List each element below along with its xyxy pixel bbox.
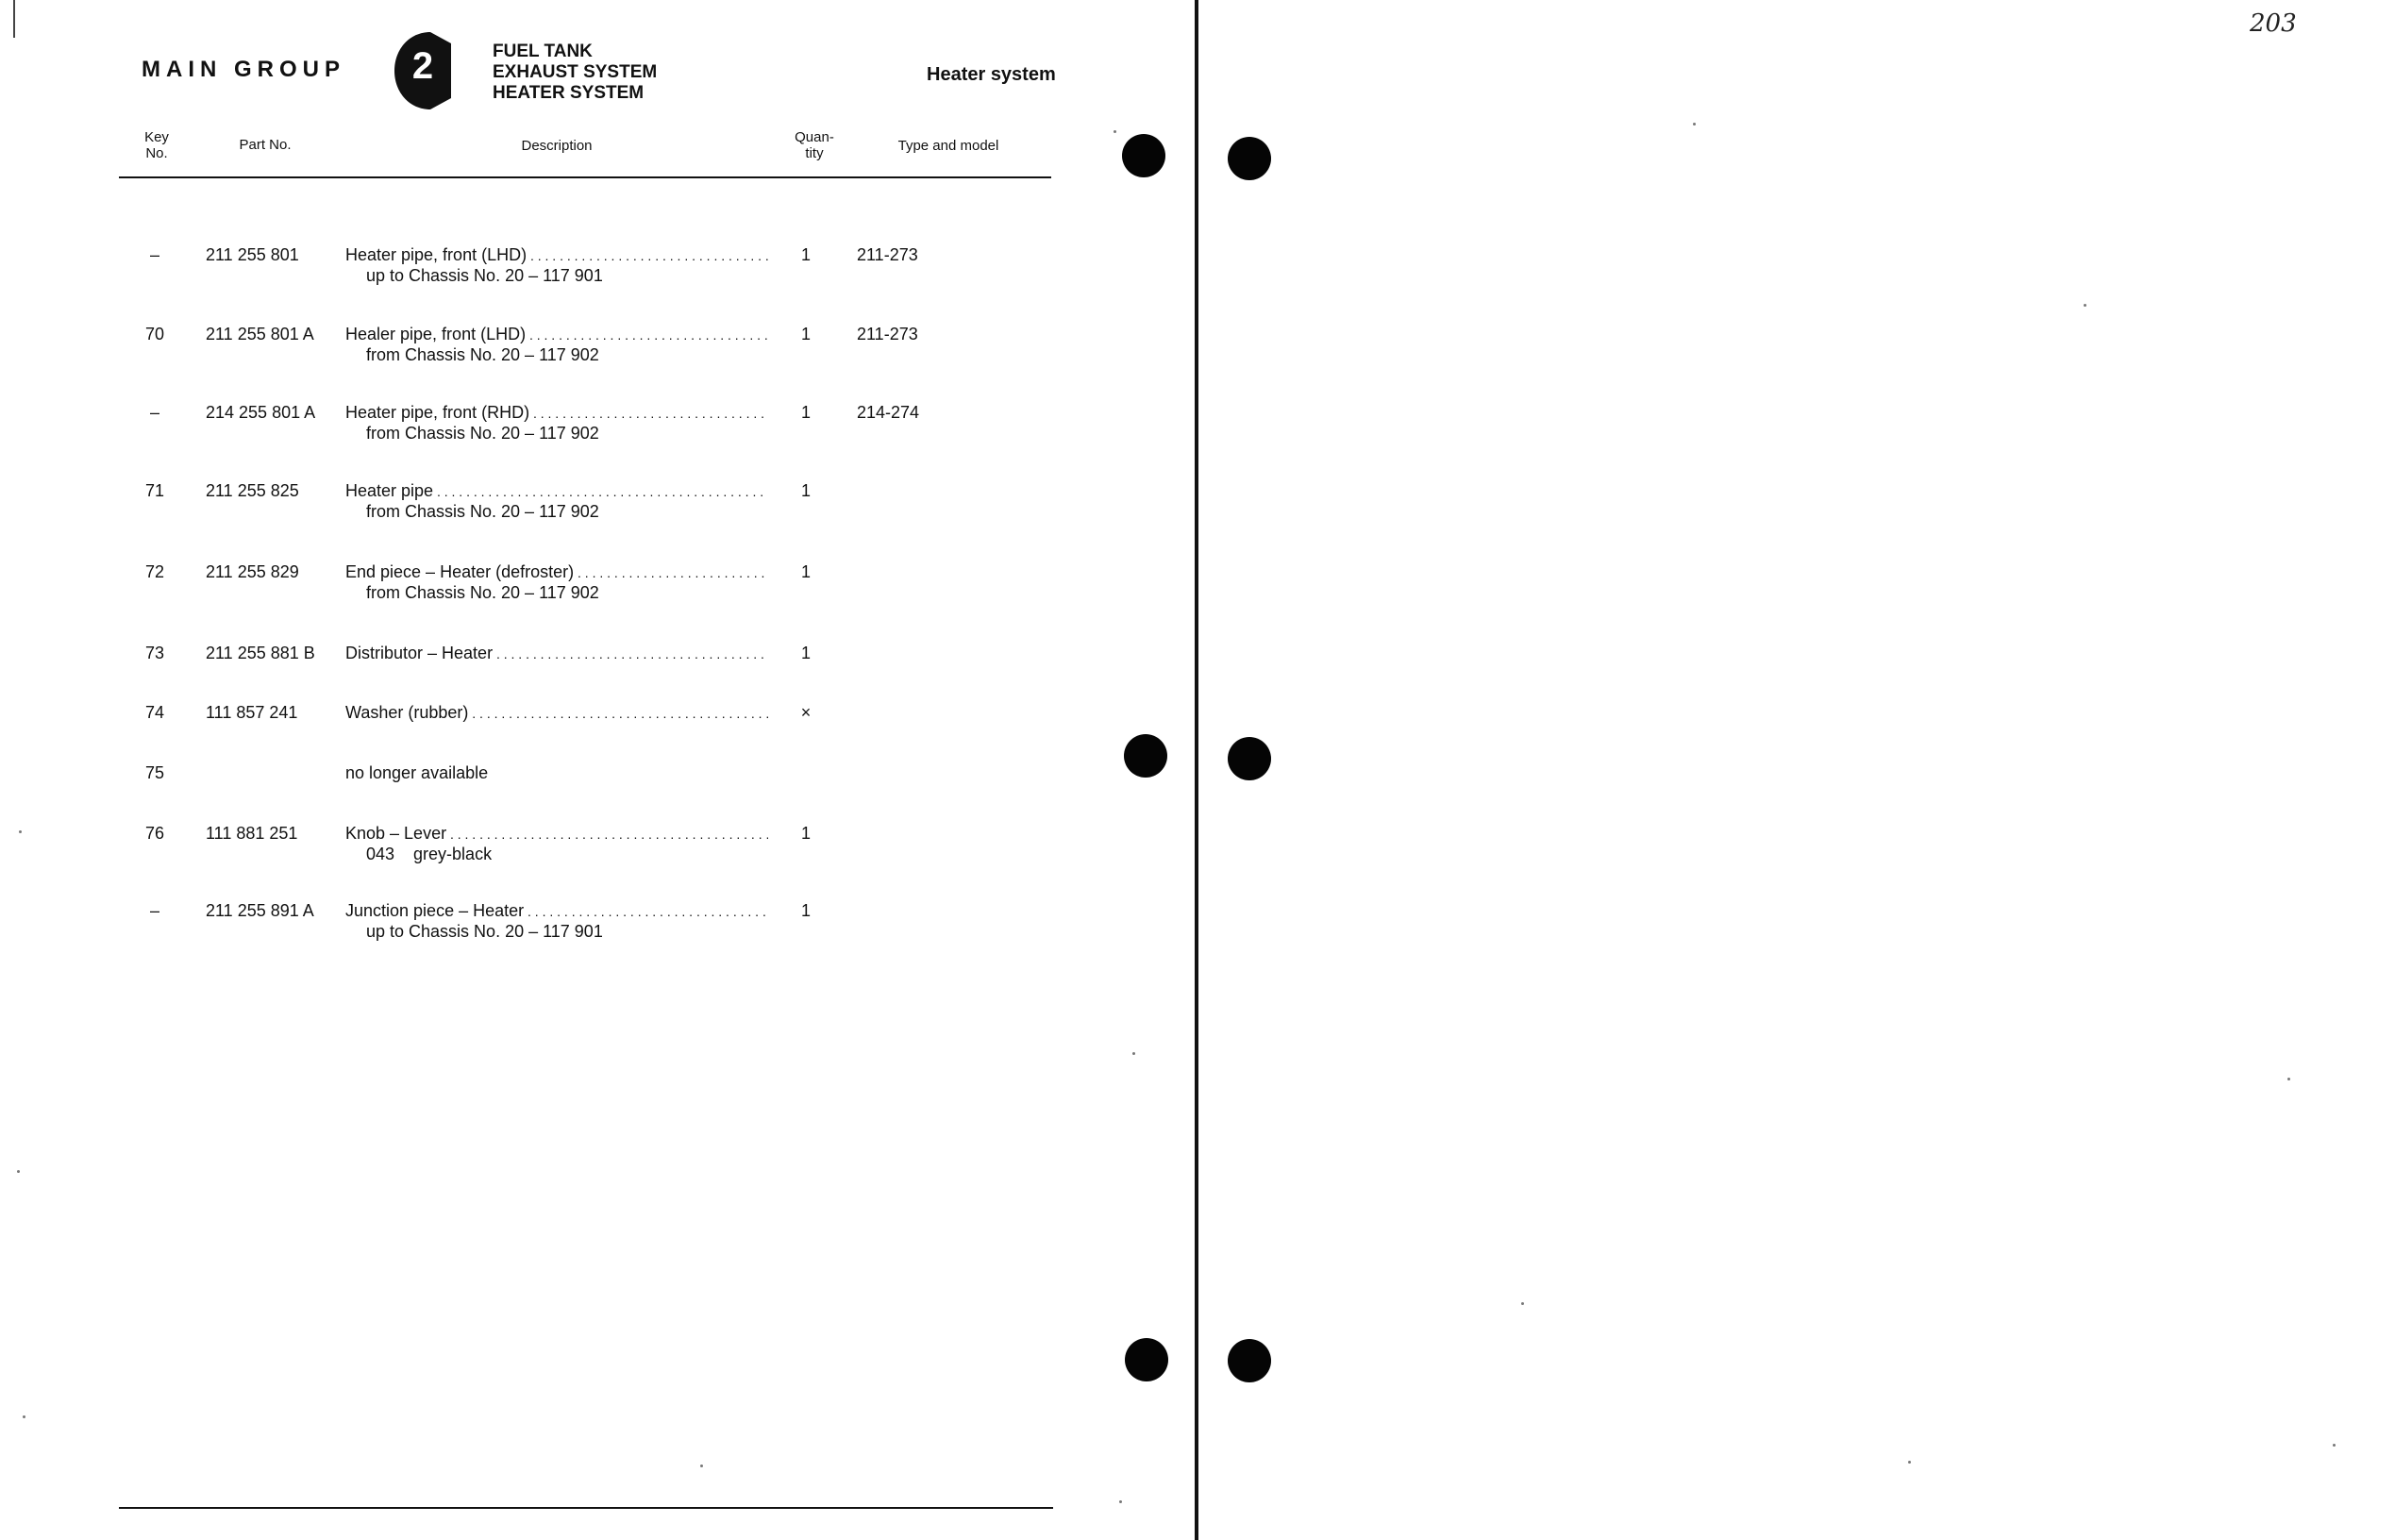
column-header-quantity: Quan- tity [795, 129, 834, 161]
key-no-cell: – [149, 245, 159, 264]
key-no-cell: 76 [144, 824, 165, 843]
binder-hole [1125, 1338, 1168, 1381]
scan-speck [700, 1465, 703, 1467]
scan-speck [23, 1415, 25, 1418]
scan-speck [1119, 1500, 1122, 1503]
part-no-cell: 211 255 825 [206, 481, 299, 500]
part-no-cell: 211 255 829 [206, 562, 299, 581]
scan-speck [2287, 1078, 2290, 1080]
part-no-cell: 211 255 881 B [206, 644, 315, 662]
description-cell: Junction piece – Heater . . . [345, 900, 768, 922]
description-cell: Distributor – Heater . . . [345, 643, 768, 664]
description-note: up to Chassis No. 20 – 117 901 [366, 922, 603, 941]
binder-hole [1122, 134, 1165, 177]
description-cell: Healer pipe, front (LHD) . . . [345, 324, 768, 345]
column-header-part-no: Part No. [239, 137, 292, 153]
description-cell: Heater pipe, front (LHD) . . . [345, 244, 768, 266]
quantity-cell: 1 [800, 403, 811, 422]
description-cell: no longer available [345, 763, 489, 782]
binder-hole [1228, 137, 1271, 180]
description-note: up to Chassis No. 20 – 117 901 [366, 266, 603, 285]
description-note: from Chassis No. 20 – 117 902 [366, 583, 599, 602]
part-no-cell: 211 255 891 A [206, 901, 314, 920]
scan-speck [1521, 1302, 1524, 1305]
quantity-cell: × [800, 703, 812, 722]
key-no-cell: 73 [144, 644, 165, 662]
quantity-cell: 1 [800, 245, 811, 264]
type-model-cell: 211-273 [857, 325, 918, 343]
quantity-cell: 1 [800, 481, 811, 500]
group-number-badge [393, 30, 453, 111]
description-cell: Heater pipe, front (RHD) . . . [345, 402, 768, 424]
description-cell: Heater pipe . . . [345, 480, 768, 502]
binder-hole [1228, 737, 1271, 780]
page-divider [1195, 0, 1198, 1540]
quantity-cell: 1 [800, 824, 811, 843]
description-note: 043 grey-black [366, 845, 493, 863]
part-no-cell: 211 255 801 A [206, 325, 314, 343]
group-title-line: EXHAUST SYSTEM [493, 62, 658, 82]
key-no-cell: 75 [144, 763, 165, 782]
description-cell: Knob – Lever . . . [345, 823, 768, 845]
section-title: Heater system [927, 64, 1056, 85]
binder-hole [1228, 1339, 1271, 1382]
group-titles [493, 42, 657, 104]
part-no-cell: 211 255 801 [206, 245, 299, 264]
scan-speck [19, 830, 22, 833]
description-cell: End piece – Heater (defroster) . . . [345, 561, 768, 583]
key-no-cell: 74 [144, 703, 165, 722]
right-page [1200, 0, 2395, 1540]
group-title-line: HEATER SYSTEM [493, 83, 645, 103]
left-page [0, 0, 1197, 1540]
group-number: 2 [411, 45, 434, 87]
key-no-cell: – [149, 403, 159, 422]
description-note: from Chassis No. 20 – 117 902 [366, 345, 599, 364]
key-no-cell: 70 [144, 325, 165, 343]
binder-hole [1124, 734, 1167, 778]
scan-speck [17, 1170, 20, 1173]
quantity-cell: 1 [800, 644, 811, 662]
description-note: from Chassis No. 20 – 117 902 [366, 502, 599, 521]
group-title-line: FUEL TANK [493, 42, 593, 61]
quantity-cell: 1 [800, 901, 811, 920]
scan-speck [1114, 130, 1116, 133]
description-cell: Washer (rubber) . . . [345, 702, 768, 724]
header-rule [119, 176, 1051, 178]
scan-speck [1693, 123, 1696, 126]
part-no-cell: 111 881 251 [206, 824, 298, 843]
part-no-cell: 214 255 801 A [206, 403, 316, 422]
handwritten-page-number: 203 [2250, 9, 2297, 38]
main-group-label: MAIN GROUP [142, 57, 345, 82]
column-header-description: Description [521, 138, 593, 154]
column-header-key-no: Key No. [144, 129, 169, 161]
scan-edge-mark [13, 0, 15, 38]
quantity-cell: 1 [800, 562, 811, 581]
key-no-cell: 72 [144, 562, 165, 581]
scan-speck [1132, 1052, 1135, 1055]
type-model-cell: 214-274 [857, 403, 920, 422]
key-no-cell: – [149, 901, 159, 920]
key-no-cell: 71 [144, 481, 165, 500]
footer-rule [119, 1507, 1053, 1509]
quantity-cell: 1 [800, 325, 811, 343]
part-no-cell: 111 857 241 [206, 703, 298, 722]
type-model-cell: 211-273 [857, 245, 918, 264]
description-note: from Chassis No. 20 – 117 902 [366, 424, 599, 443]
scan-speck [2084, 304, 2086, 307]
scan-speck [2333, 1444, 2336, 1447]
column-header-type-model: Type and model [897, 138, 999, 154]
scan-speck [1908, 1461, 1911, 1464]
